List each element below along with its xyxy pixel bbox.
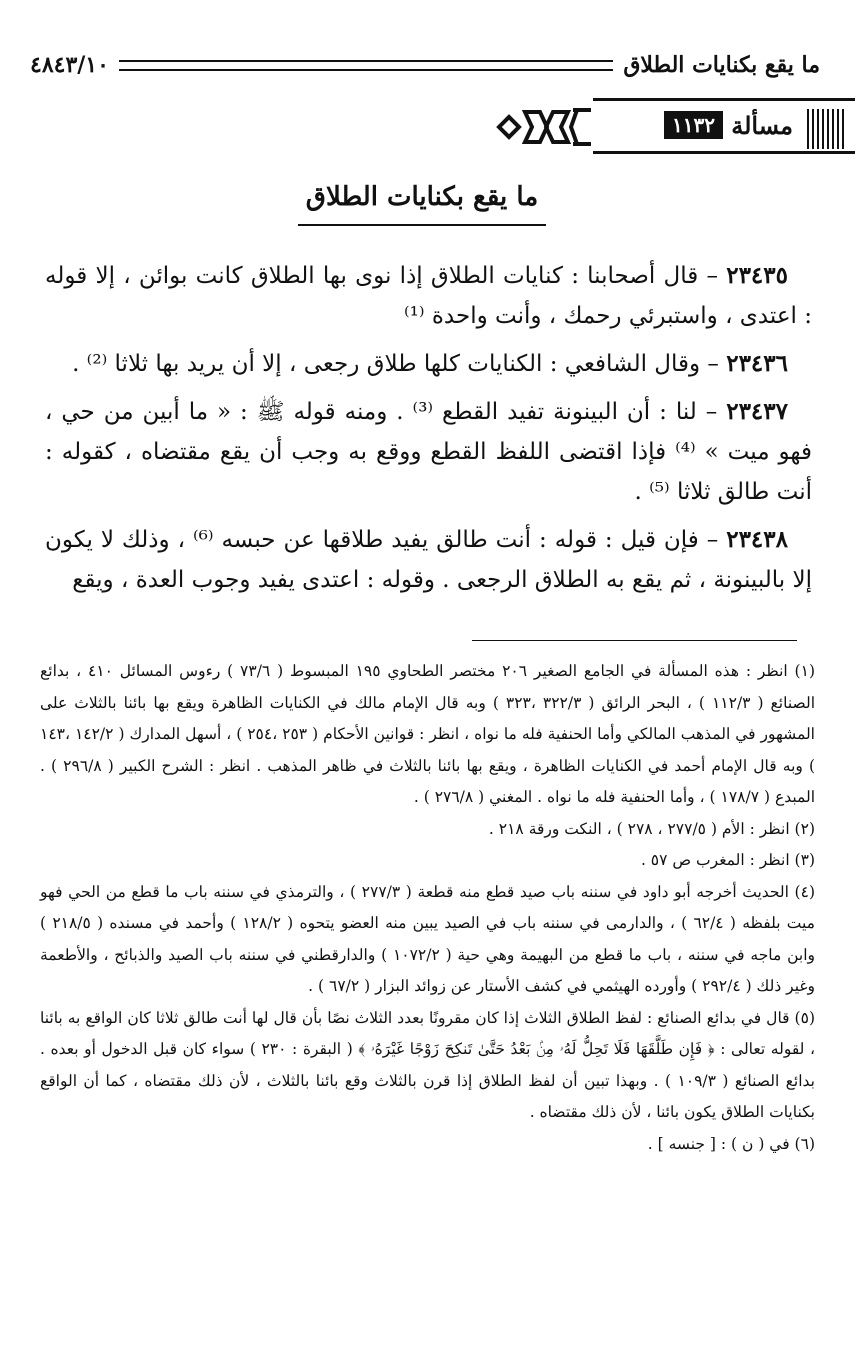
paragraph-text: – وقال الشافعي : الكنايات كلها طلاق رجعى ، إلا أن يريد بها ثلاثا ⁽²⁾ .	[72, 351, 727, 377]
banner-stripes-decoration	[807, 109, 847, 149]
footnote: (٥) قال في بدائع الصنائع : لفظ الطلاق الثلاث إذا كان مقرونًا بعدد الثلاث نصًا بأن قال لها أنت طالق ثلاثا كان الواقع به بائنا ، لقوله تعالى : ﴿ فَإِن طَلَّقَهَا فَلَا تَحِلُّ لَهُۥ مِنۢ بَعْدُ حَتَّىٰ تَنكِحَ زَوْجًا غَيْرَهُۥ ﴾ ( البقرة : ٢٣٠ ) سواء كان قبل الدخول أو بعده . بدائع الصنائع ( ١٠٩/٣ ) . وبهذا تبين أن لفظ الطلاق إذا قرن بالثلاث وقع بائنا بالثلاث ، لأن ذلك مقتضاه ، كما أن الواقع بكنايات الطلاق يكون بائنا ، لأن ذلك مقتضاه .	[40, 1008, 815, 1121]
ornament-icon	[495, 102, 595, 152]
issue-label: مسألة	[731, 111, 793, 140]
page-reference: ٤٨٤٣/١٠	[30, 52, 109, 78]
paragraph-text: – فإن قيل : قوله : أنت طالق يفيد طلاقها عن حبسه ⁽⁶⁾ ، وذلك لا يكون إلا بالبينونة ، ثم يقع به الطلاق الرجعى . وقوله : اعتدى يفيد وجوب العدة ، ويقع	[45, 527, 812, 593]
paragraph-number: ٢٣٤٣٨	[726, 526, 788, 553]
paragraph-text: – لنا : أن البينونة تفيد القطع ⁽³⁾ . ومنه قوله ﷺ : « ما أبين من حي ، فهو ميت » ⁽⁴⁾ فإذا اقتضى اللفظ القطع ووقع به وجب أن يقع مقتضاه ، كقوله : أنت طالق ثلاثا ⁽⁵⁾ .	[45, 399, 812, 505]
section-title: ما يقع بكنايات الطلاق	[298, 182, 546, 226]
paragraph-number: ٢٣٤٣٧	[726, 398, 788, 425]
paragraph	[45, 392, 812, 512]
paragraph	[45, 256, 812, 336]
header-double-rule	[119, 60, 613, 71]
footnote: (١) انظر : هذه المسألة في الجامع الصغير ٢٠٦ مختصر الطحاوي ١٩٥ المبسوط ( ٧٣/٦ ) رءوس المسائل ٤١٠ ، بدائع الصنائع ( ١١٢/٣ ) ، البحر الرائق ( ٣٢٢/٣ ،٣٢٣ ) وبه قال الإمام مالك في الكنايات الظاهرة ويقع بها بائنا بالثلاث على المشهور في المذهب المالكي وأما الحنفية فله ما نواه ، انظر : قوانين الأحكام ( ٢٥٣ ،٢٥٤ ) ، أسهل المدارك ( ١٤٢/٢ ،١٤٣ ) وبه قال الإمام أحمد في الكنايات الظاهرة ، ويقع بها بائنا بالثلاث في ظاهر المذهب . انظر : الشرح الكبير ( ٢٩٦/٨ ) . المبدع ( ١٧٨/٧ ) ، وأما الحنفية فله ما نواه . المغني ( ٢٧٦/٨ ) .	[40, 662, 816, 806]
footnote: (٣) انظر : المغرب ص ٥٧ .	[640, 851, 815, 869]
paragraph-number: ٢٣٤٣٦	[726, 350, 788, 377]
footnote: (٦) في ( ن ) : [ جنسه ] .	[647, 1134, 815, 1153]
paragraph	[45, 344, 812, 384]
issue-number: ١١٣٢	[664, 111, 723, 139]
footnote: (٤) الحديث أخرجه أبو داود في سننه باب صيد قطع منه قطعة ( ٢٧٧/٣ ) ، والترمذي في سننه باب ما قطع من الحي فهو ميت بلفظه ( ٦٢/٤ ) ، والدارمى في سننه باب في الصيد يبين منه العضو يتحوه ( ١٢٨/٢ ) وأحمد في مسنده ( ٢١٨/٥ ) وابن ماجه في سننه ، باب ما قطع من البهيمة وهي حية ( ١٠٧٢/٢ ) والدارقطني في سننه باب الصيد والذبائح ، والأطعمة وغير ذلك ( ٢٩٢/٤ ) وأورده الهيثمي في كشف الأستار عن زوائد البزار ( ٦٧/٢ ) .	[40, 882, 815, 995]
running-title: ما يقع بكنايات الطلاق	[623, 52, 820, 78]
main-text	[45, 256, 812, 608]
footnote-separator	[472, 640, 797, 641]
footnote: (٢) انظر : الأم ( ٢٧٧/٥ ، ٢٧٨ ) ، النكت ورقة ٢١٨ .	[488, 819, 815, 838]
running-header	[30, 50, 820, 80]
paragraph-number: ٢٣٤٣٥	[726, 262, 788, 289]
paragraph-text: – قال أصحابنا : كنايات الطلاق إذا نوى بها الطلاق كانت بوائن ، إلا قوله : اعتدى ، واستبرئي رحمك ، وأنت واحدة ⁽¹⁾	[45, 263, 812, 329]
issue-banner	[495, 98, 855, 156]
banner-frame	[593, 98, 855, 154]
paragraph	[45, 520, 812, 600]
footnotes	[40, 656, 815, 1160]
